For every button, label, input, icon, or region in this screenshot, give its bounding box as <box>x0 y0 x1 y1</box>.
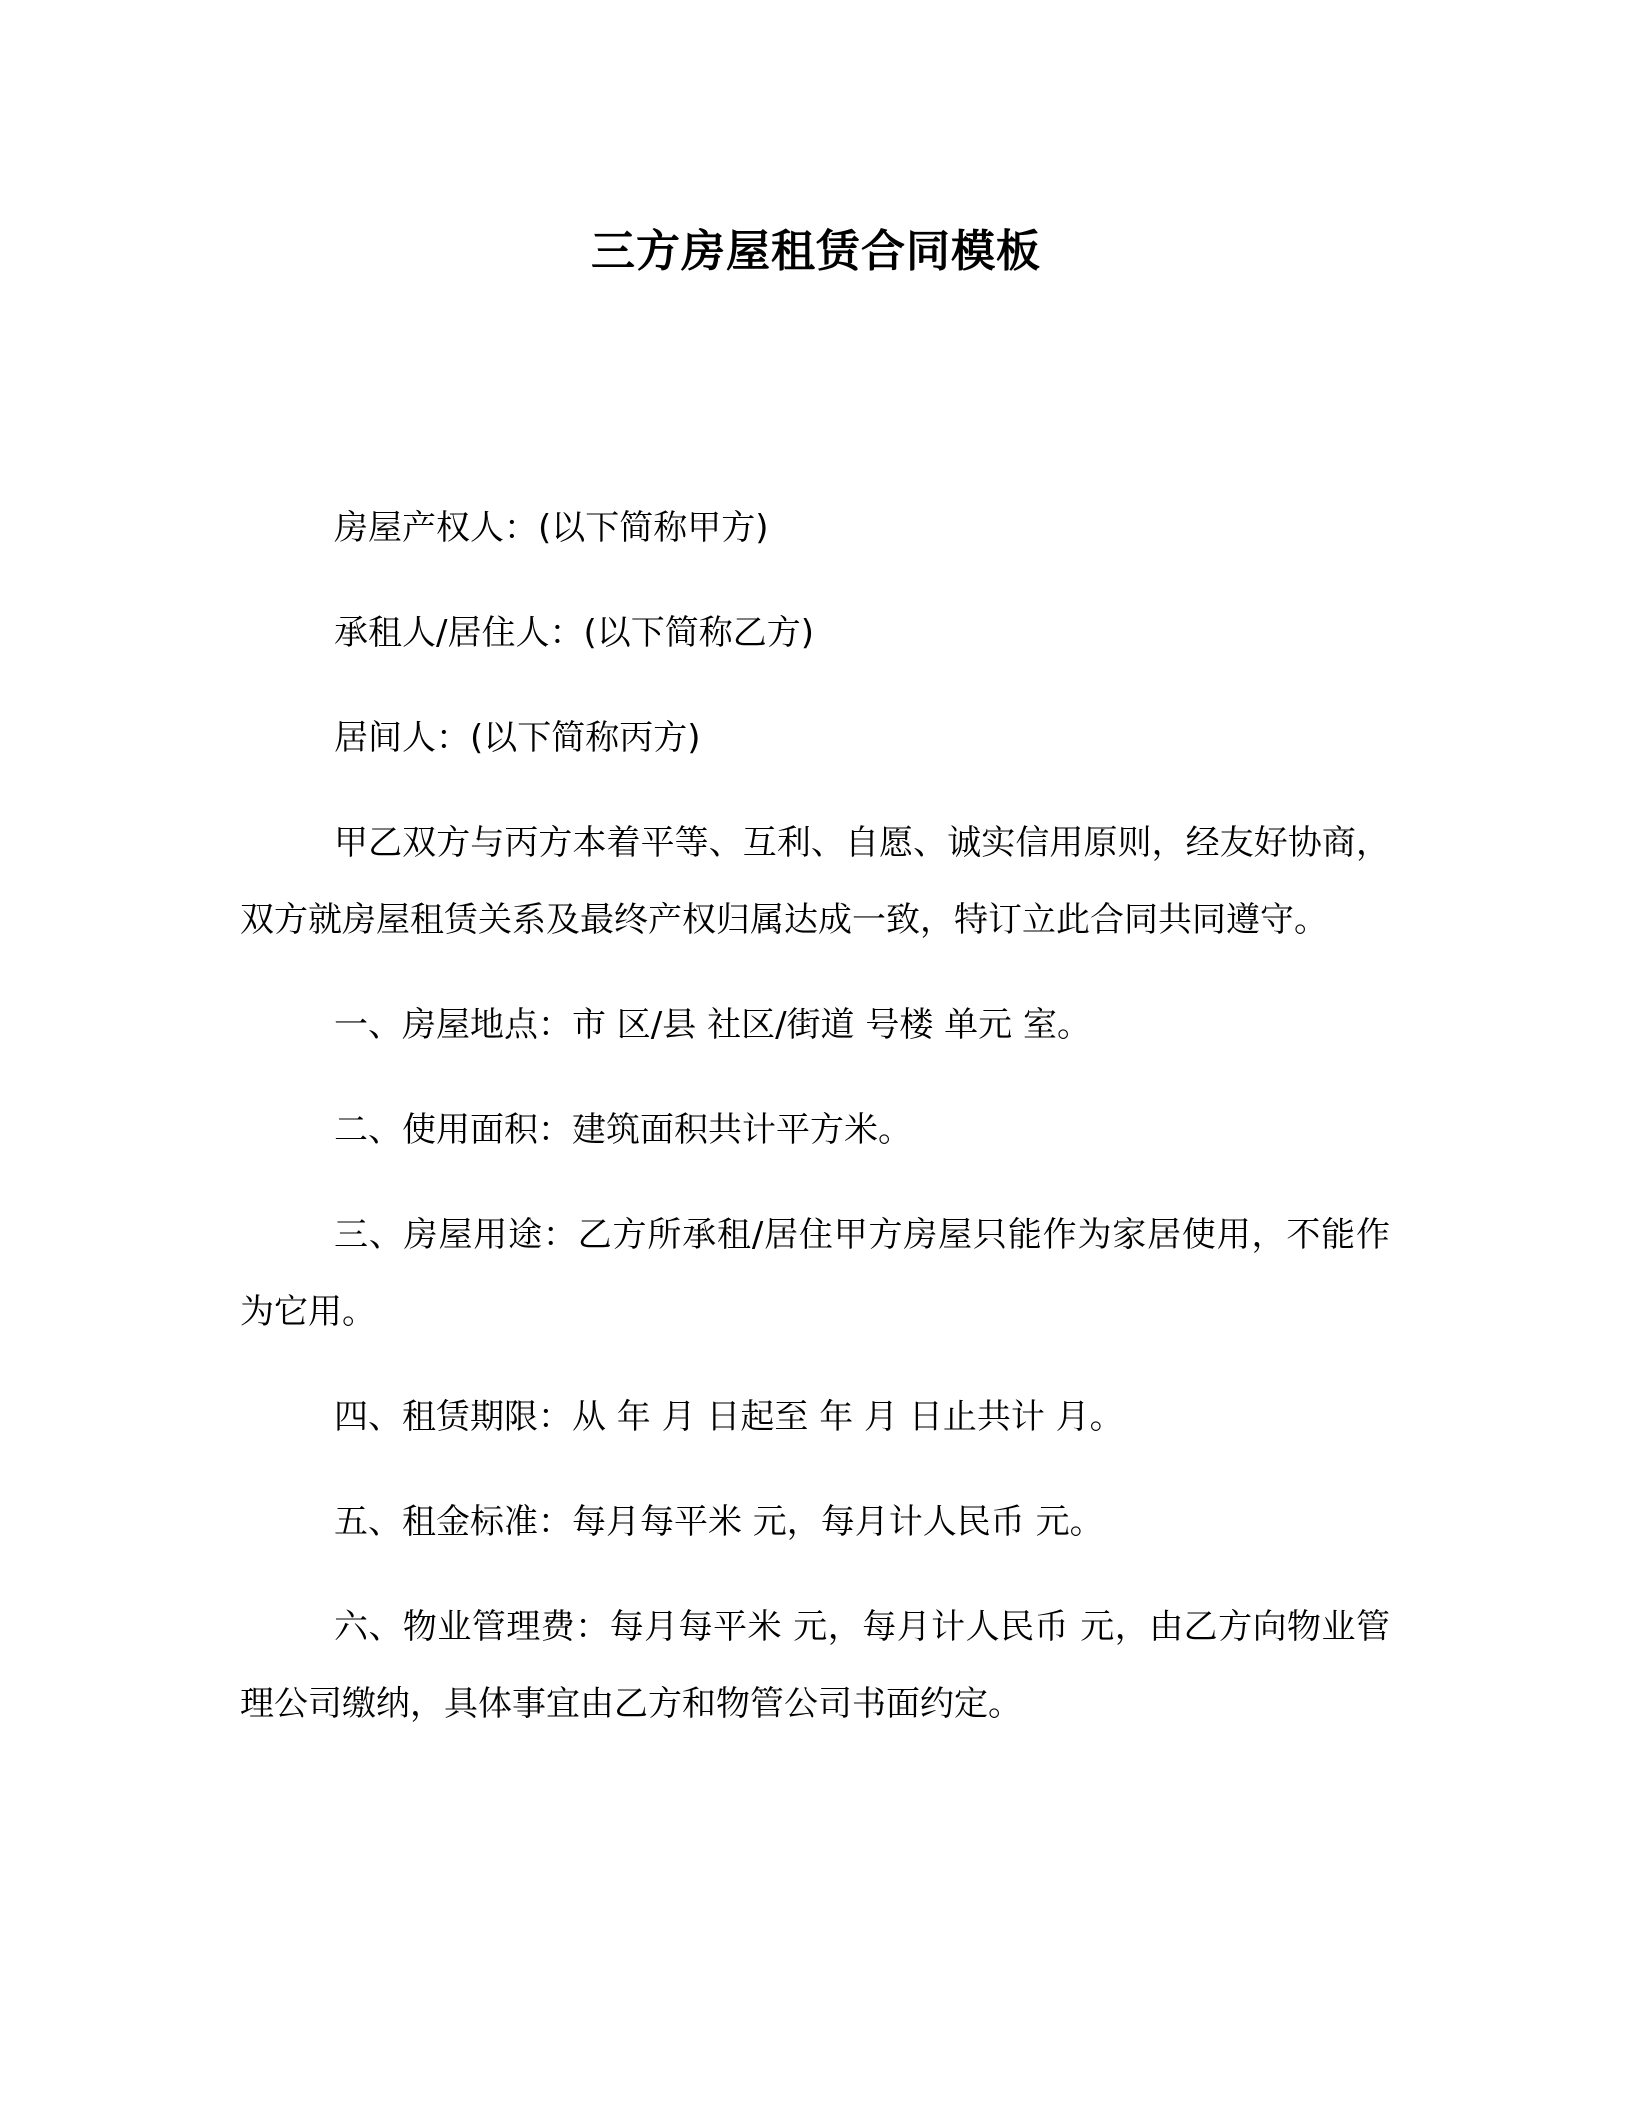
clause-5-rent: 五、租金标准：每月每平米 元，每月计人民币 元。 <box>334 1502 1104 1542</box>
party-a-line: 房屋产权人：(以下简称甲方) <box>334 508 769 548</box>
clause-3-usage: 三、房屋用途：乙方所承租/居住甲方房屋只能作为家居使用，不能作为它用。 <box>240 1215 1390 1332</box>
clause-1-location: 一、房屋地点：市 区/县 社区/街道 号楼 单元 室。 <box>334 1005 1091 1045</box>
preamble-paragraph: 甲乙双方与丙方本着平等、互利、自愿、诚实信用原则，经友好协商，双方就房屋租赁关系及最终产权归属达成一致，特订立此合同共同遵守。 <box>240 823 1390 940</box>
document-body <box>240 490 1390 1771</box>
clause-2-area: 二、使用面积：建筑面积共计平方米。 <box>334 1110 912 1150</box>
party-c-line: 居间人：(以下简称丙方) <box>334 718 701 758</box>
clause-4-term: 四、租赁期限：从 年 月 日起至 年 月 日止共计 月。 <box>334 1397 1124 1437</box>
document-title: 三方房屋租赁合同模板 <box>591 226 1041 277</box>
clause-6-property-fee: 六、物业管理费：每月每平米 元，每月计人民币 元，由乙方向物业管理公司缴纳，具体事宜由乙方和物管公司书面约定。 <box>240 1607 1390 1724</box>
party-b-line: 承租人/居住人：(以下简称乙方) <box>334 613 814 653</box>
